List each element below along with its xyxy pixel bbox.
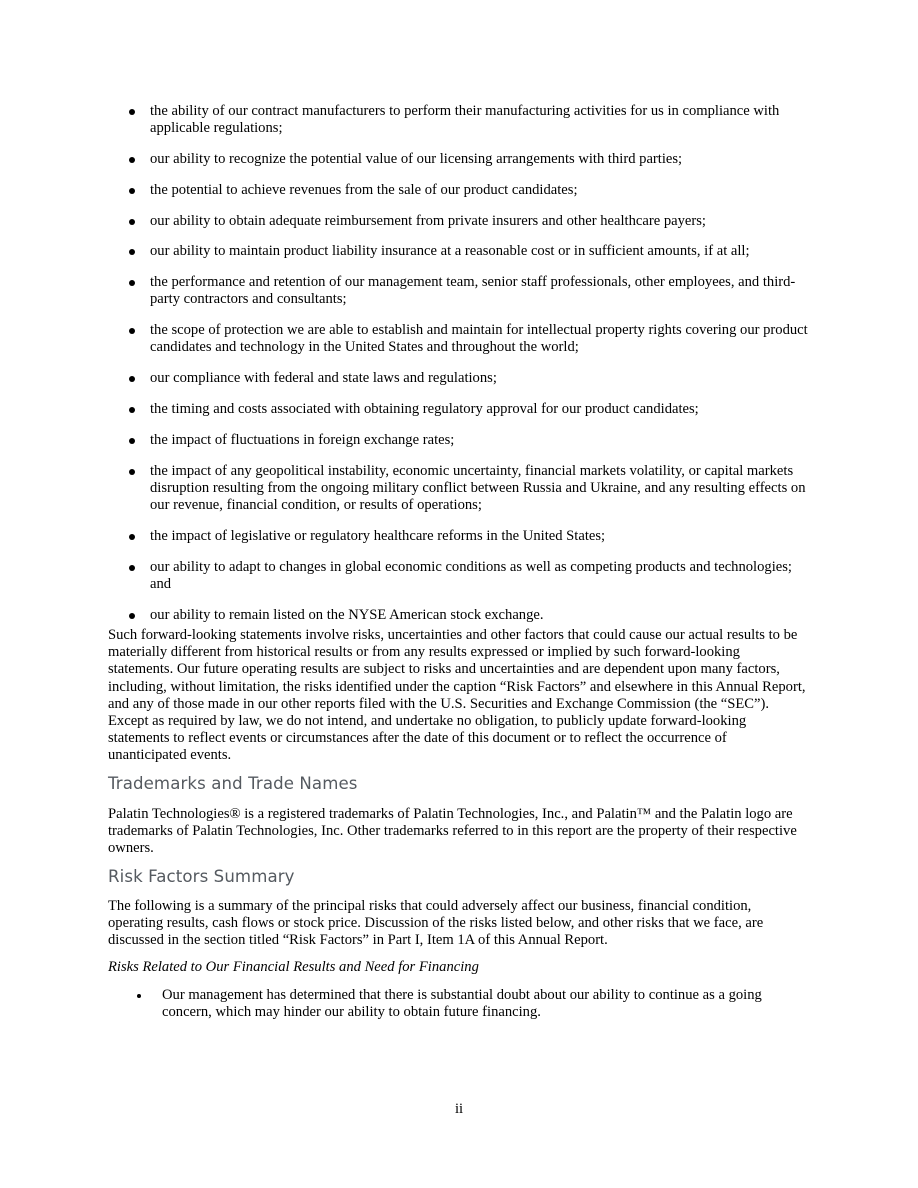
trademarks-paragraph: Palatin Technologies® is a registered trademarks of Palatin Technologies, Inc., and Palatin™ and the Palatin logo are trademarks of Palatin Technologies, Inc. Other trademarks referred to in this report are the property of their respective owners. (108, 806, 797, 857)
bullet-icon (129, 188, 135, 194)
list-item (128, 607, 808, 624)
list-item-text: the potential to achieve revenues from the sale of our product candidates; (150, 181, 578, 198)
list-item-text: our ability to adapt to changes in global economic conditions as well as competing products and technologies; and (150, 558, 792, 592)
bullet-icon (129, 219, 135, 225)
risk-category-subheading: Risks Related to Our Financial Results and Need for Financing (108, 959, 479, 975)
list-item (128, 322, 808, 356)
forward-looking-bullet-list (128, 103, 808, 637)
list-item-text: our ability to recognize the potential value of our licensing arrangements with third parties; (150, 151, 683, 167)
list-item (128, 559, 808, 593)
list-item (128, 528, 808, 545)
list-item-text: Our management has determined that there is substantial doubt about our ability to continue as a going concern, which may hinder our ability to obtain future financing. (162, 987, 762, 1021)
list-item (128, 243, 808, 260)
page-number: ii (454, 1101, 464, 1117)
list-item (128, 401, 808, 418)
bullet-icon (129, 613, 135, 619)
list-item-text: the ability of our contract manufacturers to perform their manufacturing activities for us in compliance with applicable regulations; (150, 103, 780, 137)
list-item (128, 182, 808, 199)
list-item-text: the impact of fluctuations in foreign exchange rates; (150, 431, 455, 448)
list-item-text: our ability to obtain adequate reimbursement from private insurers and other healthcare payers; (150, 212, 706, 229)
list-item-text: the scope of protection we are able to establish and maintain for intellectual property rights covering our product candidates and technology in the United States and throughout the world; (150, 322, 808, 356)
bullet-icon (129, 249, 135, 255)
bullet-icon (129, 328, 135, 334)
list-item (128, 213, 808, 230)
bullet-icon (129, 376, 135, 382)
bullet-icon (129, 157, 135, 163)
list-item-text: our compliance with federal and state laws and regulations; (150, 370, 497, 387)
bullet-icon (129, 534, 135, 540)
list-item (128, 432, 808, 449)
list-item (128, 463, 808, 515)
bullet-icon (129, 565, 135, 571)
list-item (135, 987, 805, 1021)
bullet-icon (129, 407, 135, 413)
list-item (128, 103, 808, 137)
bullet-icon (129, 469, 135, 475)
risk-factors-summary-heading: Risk Factors Summary (108, 867, 295, 886)
list-item-text: the performance and retention of our management team, senior staff professionals, other employees, and third-party contractors and consultants; (150, 274, 796, 308)
list-item (128, 274, 808, 308)
list-item-text: our ability to maintain product liability insurance at a reasonable cost or in sufficient amounts, if at all; (150, 243, 750, 260)
list-item-text: the timing and costs associated with obtaining regulatory approval for our product candidates; (150, 400, 699, 417)
bullet-icon (129, 109, 135, 115)
risk-bullet-list (135, 987, 805, 1035)
forward-looking-paragraph: Such forward-looking statements involve risks, uncertainties and other factors that could cause our actual results to be materially different from historical results or from any results expressed or implied by such forward-looking statements. Our future operating results are subject to risks and uncertainties and are dependent upon many factors, including, without limitation, the risks identified under the caption “Risk Factors” and elsewhere in this Annual Report, and any of those made in our other reports filed with the U.S. Securities and Exchange Commission (the “SEC”). Except as required by law, we do not intend, and undertake no obligation, to publicly update forward-looking statements to reflect events or circumstances after the date of this document or to reflect the occurrence of unanticipated events. (108, 627, 806, 764)
bullet-icon (129, 280, 135, 286)
list-item (128, 151, 808, 168)
list-item-text: our ability to remain listed on the NYSE American stock exchange. (150, 606, 544, 623)
bullet-icon (137, 994, 141, 998)
list-item-text: the impact of legislative or regulatory healthcare reforms in the United States; (150, 527, 606, 544)
list-item-text: the impact of any geopolitical instability, economic uncertainty, financial markets volatility, or capital markets disruption resulting from the ongoing military conflict between Russia and Ukraine, and any resulting effects on our revenue, financial condition, or results of operations; (150, 462, 806, 513)
trademarks-heading: Trademarks and Trade Names (108, 774, 358, 793)
bullet-icon (129, 438, 135, 444)
risk-factors-summary-paragraph: The following is a summary of the principal risks that could adversely affect our business, financial condition, operating results, cash flows or stock price. Discussion of the risks listed below, and other risks that we face, are discussed in the section titled “Risk Factors” in Part I, Item 1A of this Annual Report. (108, 898, 764, 949)
list-item (128, 370, 808, 387)
